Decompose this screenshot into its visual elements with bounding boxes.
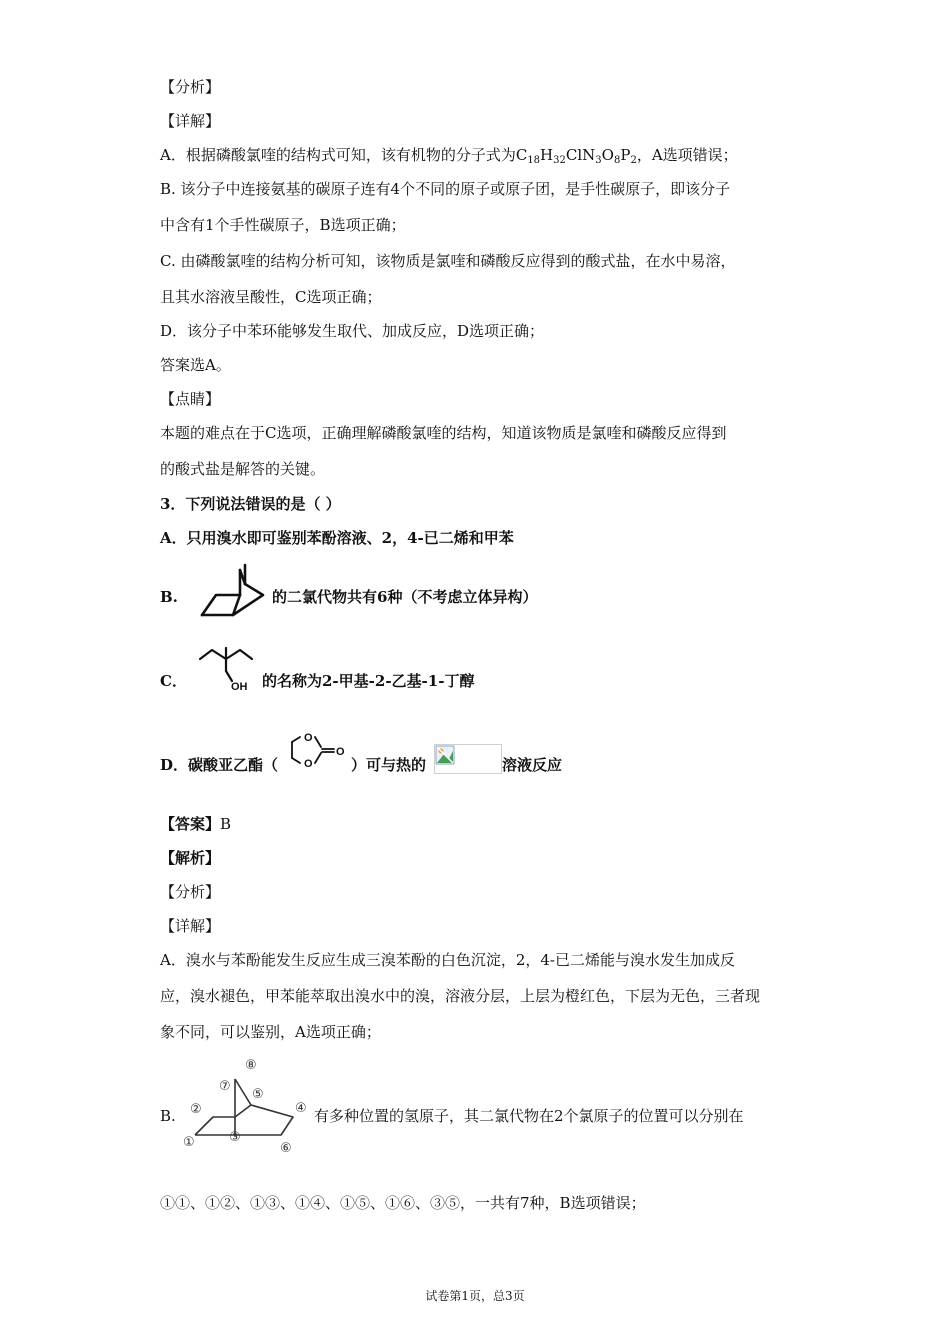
position-label-2: ② [190,1102,202,1117]
question-3-option-d-suffix: 溶液反应 [502,756,563,774]
broken-image-icon [435,745,455,765]
broken-image-placeholder [434,744,502,774]
section-key-point: 【点睛】 [160,390,221,408]
section-detail: 【详解】 [160,112,221,130]
question-3-option-b-text: 的二氯代物共有6种（不考虑立体异构） [272,588,538,606]
explanation-b-label: B. [160,1107,176,1125]
question-3-option-b-label: B. [160,588,178,606]
ethylene-carbonate-structure-icon [288,728,348,772]
question-3-option-d-middle: ）可与热的 [351,756,427,774]
question-3-option-c-text: 的名称为2-甲基-2-乙基-1-丁醇 [262,672,475,690]
option-c-explanation-line2: 且其水溶液呈酸性，C选项正确； [160,288,382,306]
position-label-6: ⑥ [280,1141,292,1156]
explanation-a-line3: 象不同，可以鉴别，A选项正确； [160,1023,381,1041]
position-label-4: ④ [295,1101,307,1116]
option-b-explanation-line1: B. 该分子中连接氨基的碳原子连有4个不同的原子或原子团，是手性碳原子，即该分子 [160,180,731,198]
question-3-option-d-prefix: D．碳酸亚乙酯（ [160,756,279,774]
position-label-1: ① [183,1135,195,1150]
explanation-a-line1: A．溴水与苯酚能发生反应生成三溴苯酚的白色沉淀，2，4-已二烯能与溴水发生加成反 [160,951,735,969]
position-label-5: ⑤ [252,1087,264,1102]
option-d-explanation: D．该分子中苯环能够发生取代、加成反应，D选项正确； [160,322,545,340]
key-point-line2: 的酸式盐是解答的关键。 [160,460,326,478]
position-label-7: ⑦ [219,1079,231,1094]
explanation-b-text: 有多种位置的氢原子，其二氯代物在2个氯原子的位置可以分别在 [314,1107,744,1125]
carbonate-oxygen-top: O [304,732,313,744]
answer-value: B [220,815,232,833]
carbonate-oxygen-bottom: O [304,758,313,770]
explanation-a-line2: 应，溴水褪色，甲苯能萃取出溴水中的溴，溶液分层，上层为橙红色，下层为无色，三者现 [160,987,761,1005]
question-3-option-c-label: C． [160,672,187,690]
option-b-explanation-line2: 中含有1个手性碳原子，B选项正确； [160,216,406,234]
key-point-line1: 本题的难点在于C选项，正确理解磷酸氯喹的结构，知道该物质是氯喹和磷酸反应得到 [160,424,727,442]
question-3-stem: 3．下列说法错误的是（ ） [160,495,341,513]
option-c-explanation-line1: C. 由磷酸氯喹的结构分析可知，该物质是氯喹和磷酸反应得到的酸式盐，在水中易溶， [160,252,736,270]
position-label-8: ⑧ [245,1058,257,1073]
position-label-3: ③ [229,1130,241,1145]
numbered-bicycloheptane-structure-icon [183,1057,313,1157]
carbonyl-oxygen: O [336,746,345,758]
answer-line: 答案选A。 [160,356,231,374]
bicycloheptane-structure-icon [196,560,268,620]
answer-tag: 【答案】 [160,815,221,833]
section-detail-2: 【详解】 [160,917,221,935]
option-a-explanation: A．根据磷酸氯喹的结构式可知，该有机物的分子式为$C_{18}H_{32}ClN_3O_8P_2$，A选项错误； [160,146,738,166]
alcohol-structure-icon [198,645,258,695]
hydroxyl-label: OH [231,681,248,693]
question-3-option-a: A．只用溴水即可鉴别苯酚溶液、2，4-已二烯和甲苯 [160,529,514,547]
explanation-b-positions: ①①、①②、①③、①④、①⑤、①⑥、③⑤，一共有7种，B选项错误； [160,1194,646,1212]
page-footer: 试卷第1页，总3页 [425,1289,525,1303]
section-analysis-2: 【分析】 [160,883,221,901]
section-explanation: 【解析】 [160,849,221,867]
section-analysis: 【分析】 [160,78,221,96]
answer-row [160,814,231,834]
